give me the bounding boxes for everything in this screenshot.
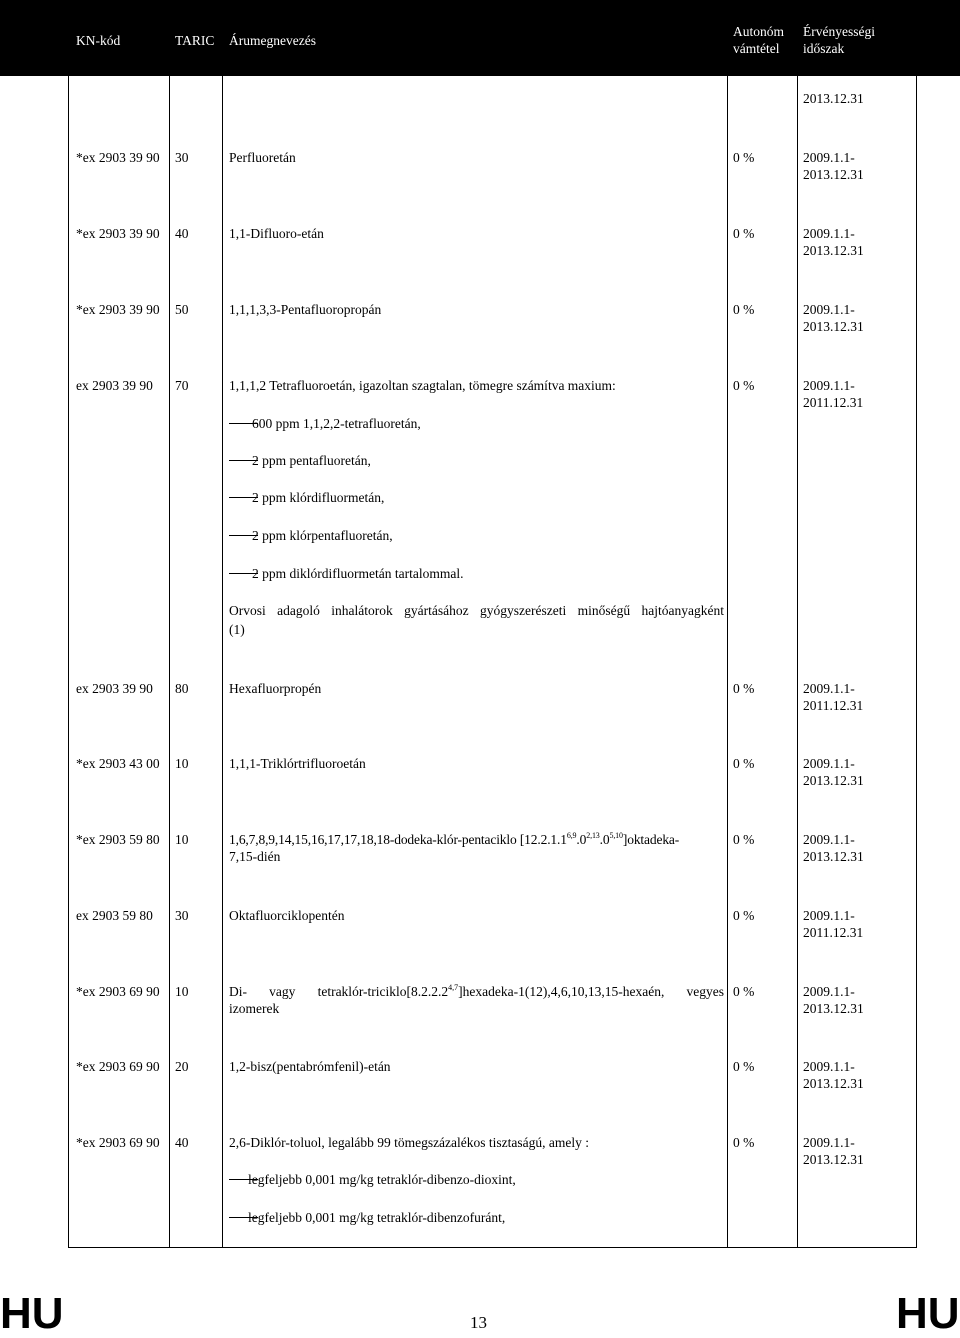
taric-code: 50 (175, 302, 189, 317)
column-line (222, 0, 223, 1248)
kn-code: *ex 2903 69 90 (76, 984, 160, 999)
header-desc: Árumegnevezés (229, 33, 316, 48)
kn-code: *ex 2903 59 80 (76, 832, 160, 847)
column-line (68, 0, 69, 1248)
period-end: 2011.12.31 (803, 698, 864, 713)
header-kn: KN-kód (76, 33, 121, 48)
description-item: legfeljebb 0,001 mg/kg tetraklór-dibenzo-dioxint, (248, 1172, 516, 1187)
description-item: 2 ppm pentafluoretán, (252, 453, 371, 468)
period-start: 2009.1.1- (803, 681, 855, 696)
description-item: 600 ppm 1,1,2,2-tetrafluoretán, (252, 416, 421, 431)
kn-code: ex 2903 39 90 (76, 378, 153, 393)
period-end: 2013.12.31 (803, 319, 864, 334)
description: Oktafluorciklopentén (229, 908, 345, 923)
period-start: 2009.1.1- (803, 908, 855, 923)
rate: 0 % (733, 908, 755, 923)
column-line (797, 0, 798, 1248)
rate: 0 % (733, 756, 755, 771)
kn-code: *ex 2903 69 90 (76, 1135, 160, 1150)
rate: 0 % (733, 1135, 755, 1150)
description: Di- vagy tetraklór-triciklo[8.2.2.2$^{4,7}$]hexadeka-1(12),4,6,10,13,15-hexaén, vegyes (229, 983, 724, 999)
period-start: 2009.1.1- (803, 756, 855, 771)
period-end: 2013.12.31 (803, 1076, 864, 1091)
taric-code: 80 (175, 681, 189, 696)
kn-code: *ex 2903 39 90 (76, 226, 160, 241)
taric-code: 10 (175, 756, 189, 771)
description: 2,6-Diklór-toluol, legalább 99 tömegszázalékos tisztaságú, amely : (229, 1135, 590, 1150)
description: 1,1,1-Triklórtrifluoroetán (229, 756, 366, 771)
description: Hexafluorpropén (229, 681, 322, 696)
rate: 0 % (733, 150, 755, 165)
footnote-ref: (1) (229, 622, 245, 637)
description: 1,1-Difluoro-etán (229, 226, 324, 241)
period-end: 2013.12.31 (803, 849, 864, 864)
taric-code: 10 (175, 984, 189, 999)
kn-code: ex 2903 39 90 (76, 681, 153, 696)
carry-period: 2013.12.31 (803, 91, 864, 106)
description: 1,2-bisz(pentabrómfenil)-etán (229, 1059, 391, 1074)
period-start: 2009.1.1- (803, 984, 855, 999)
description-continued: izomerek (229, 1001, 280, 1016)
period-start: 2009.1.1- (803, 1059, 855, 1074)
period-end: 2013.12.31 (803, 1152, 864, 1167)
description-continued: 7,15-dién (229, 849, 281, 864)
rate: 0 % (733, 984, 755, 999)
kn-code: *ex 2903 39 90 (76, 150, 160, 165)
period-end: 2013.12.31 (803, 167, 864, 182)
description-item: 2 ppm klórpentafluoretán, (252, 528, 393, 543)
period-end: 2011.12.31 (803, 395, 864, 410)
kn-code: *ex 2903 39 90 (76, 302, 160, 317)
footer-language-left: HU (0, 1289, 64, 1338)
taric-code: 40 (175, 1135, 189, 1150)
kn-code: *ex 2903 69 90 (76, 1059, 160, 1074)
footer-language-right: HU (896, 1289, 960, 1338)
description: 1,1,1,3,3-Pentafluoropropán (229, 302, 382, 317)
kn-code: *ex 2903 43 00 (76, 756, 160, 771)
taric-code: 10 (175, 832, 189, 847)
taric-code: 70 (175, 378, 189, 393)
rate: 0 % (733, 378, 755, 393)
rate: 0 % (733, 302, 755, 317)
header-period-line1: Érvényességi (803, 24, 875, 39)
column-line (727, 0, 728, 1248)
header-period-line2: időszak (803, 41, 845, 56)
header-rate-line1: Autonóm (733, 24, 785, 39)
period-start: 2009.1.1- (803, 226, 855, 241)
description-item: 2 ppm klórdifluormetán, (252, 490, 385, 505)
rate: 0 % (733, 832, 755, 847)
period-end: 2013.12.31 (803, 243, 864, 258)
description: Perfluoretán (229, 150, 296, 165)
rate: 0 % (733, 681, 755, 696)
period-start: 2009.1.1- (803, 1135, 855, 1150)
period-start: 2009.1.1- (803, 832, 855, 847)
rate: 0 % (733, 226, 755, 241)
period-end: 2013.12.31 (803, 1001, 864, 1016)
table-bottom-line (68, 1247, 916, 1248)
period-start: 2009.1.1- (803, 150, 855, 165)
taric-code: 30 (175, 150, 189, 165)
taric-code: 20 (175, 1059, 189, 1074)
column-line (916, 0, 917, 1248)
rate: 0 % (733, 1059, 755, 1074)
description: 1,6,7,8,9,14,15,16,17,17,18,18-dodeka-klór-pentaciklo [12.2.1.1$^{6,9}$.0$^{2,13}$.0$^{5,10}$]oktadeka- (229, 831, 680, 847)
taric-code: 40 (175, 226, 189, 241)
header-rate-line2: vámtétel (733, 41, 780, 56)
taric-code: 30 (175, 908, 189, 923)
description: 1,1,1,2 Tetrafluoroetán, igazoltan szagtalan, tömegre számítva maxium: (229, 378, 616, 393)
column-line (169, 0, 170, 1248)
description-item: legfeljebb 0,001 mg/kg tetraklór-dibenzofuránt, (248, 1210, 506, 1225)
page-number: 13 (470, 1313, 487, 1332)
period-end: 2013.12.31 (803, 773, 864, 788)
table-header (0, 0, 960, 76)
period-start: 2009.1.1- (803, 302, 855, 317)
description-item: 2 ppm diklórdifluormetán tartalommal. (252, 566, 464, 581)
description-note: Orvosi adagoló inhalátorok gyártásához gyógyszerészeti minőségű hajtóanyagként (229, 603, 724, 618)
period-start: 2009.1.1- (803, 378, 855, 393)
period-end: 2011.12.31 (803, 925, 864, 940)
kn-code: ex 2903 59 80 (76, 908, 153, 923)
header-taric: TARIC (175, 33, 215, 48)
